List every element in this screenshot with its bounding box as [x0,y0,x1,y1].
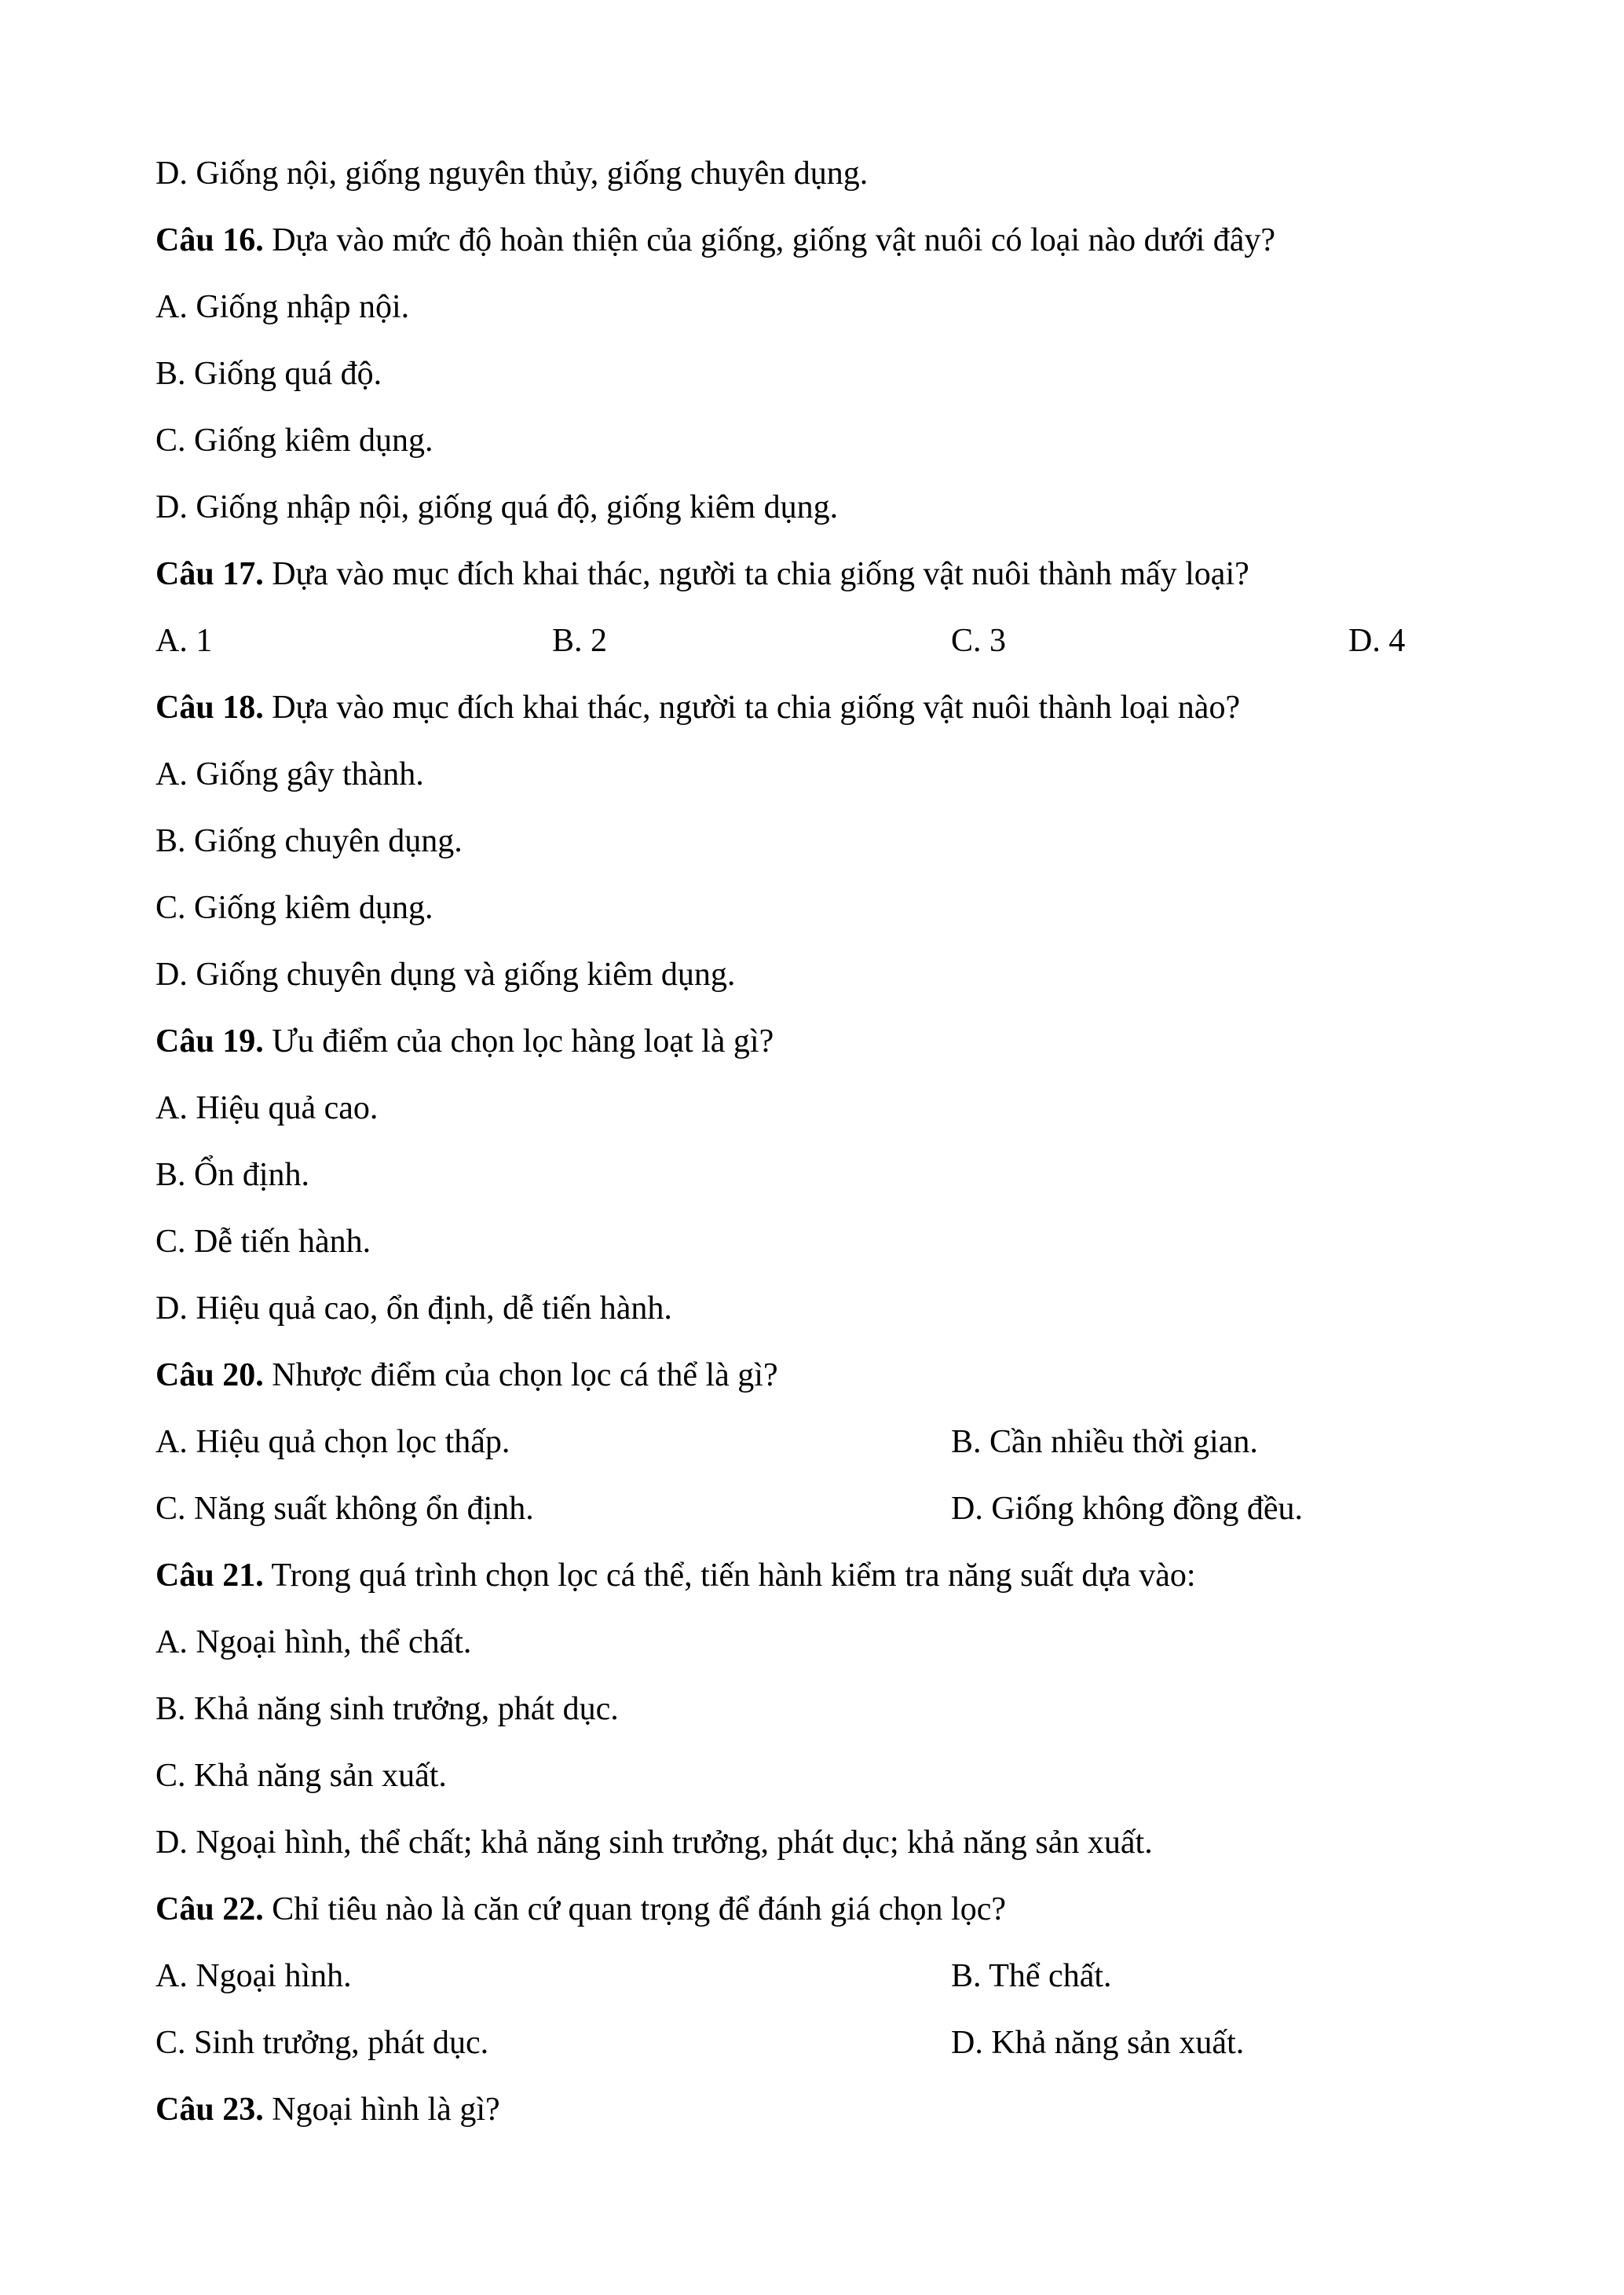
question-line [155,2093,500,2126]
answer-line: B. Ổn định. [155,1157,310,1193]
question-number: Câu 23. [155,2092,264,2128]
answer-line: B. Giống chuyên dụng. [155,823,463,859]
answer-line: A. Giống nhập nội. [155,289,410,325]
answer-line: D. Giống chuyên dụng và giống kiêm dụng. [155,957,736,993]
answer-option: A. 1 [155,623,213,659]
question-number: Câu 21. [155,1557,264,1594]
answer-option: B. 2 [552,623,608,659]
answer-line: C. Khả năng sản xuất. [155,1758,447,1794]
question-line [155,1893,1006,1926]
question-line [155,224,1275,257]
question-text: Dựa vào mục đích khai thác, người ta chia giống vật nuôi thành loại nào? [263,690,1241,726]
answer-line: B. Giống quá độ. [155,356,382,392]
question-text: Dựa vào mức độ hoàn thiện của giống, giống vật nuôi có loại nào dưới đây? [263,222,1276,258]
answer-line: D. Giống nội, giống nguyên thủy, giống chuyên dụng. [155,156,869,192]
answer-option: B. Thể chất. [951,1958,1112,1994]
question-line [155,1559,1196,1592]
question-number: Câu 22. [155,1891,264,1927]
question-line [155,691,1240,724]
question-text: Dựa vào mục đích khai thác, người ta chia giống vật nuôi thành mấy loại? [263,556,1249,592]
question-text: Trong quá trình chọn lọc cá thể, tiến hành kiểm tra năng suất dựa vào: [263,1557,1196,1594]
question-number: Câu 16. [155,222,264,258]
answer-line: D. Ngoại hình, thể chất; khả năng sinh trưởng, phát dục; khả năng sản xuất. [155,1825,1153,1861]
question-number: Câu 19. [155,1023,264,1060]
answer-option: A. Hiệu quả chọn lọc thấp. [155,1424,510,1460]
answer-option: D. Khả năng sản xuất. [951,2025,1245,2061]
question-number: Câu 18. [155,690,264,726]
question-number: Câu 20. [155,1357,264,1393]
answer-line: A. Giống gây thành. [155,756,424,792]
question-line [155,1025,774,1058]
question-line [155,1359,778,1392]
answer-line: B. Khả năng sinh trưởng, phát dục. [155,1691,619,1727]
answer-option: A. Ngoại hình. [155,1958,352,1994]
answer-line: C. Giống kiêm dụng. [155,890,433,926]
question-text: Ngoại hình là gì? [263,2092,500,2128]
answer-line: A. Hiệu quả cao. [155,1090,379,1126]
answer-line: C. Giống kiêm dụng. [155,423,433,459]
answer-option: D. 4 [1348,623,1406,659]
answer-line: D. Hiệu quả cao, ổn định, dễ tiến hành. [155,1290,672,1327]
question-text: Ưu điểm của chọn lọc hàng loạt là gì? [263,1023,774,1060]
question-number: Câu 17. [155,556,264,592]
answer-option: D. Giống không đồng đều. [951,1491,1303,1527]
answer-option: C. 3 [951,623,1007,659]
answer-option: C. Năng suất không ổn định. [155,1491,534,1527]
answer-line: A. Ngoại hình, thể chất. [155,1624,472,1660]
answer-line: C. Dễ tiến hành. [155,1224,371,1260]
question-text: Nhược điểm của chọn lọc cá thể là gì? [263,1357,778,1393]
question-text: Chỉ tiêu nào là căn cứ quan trọng để đánh giá chọn lọc? [263,1891,1006,1927]
question-line [155,558,1249,591]
answer-option: B. Cần nhiều thời gian. [951,1424,1258,1460]
answer-line: D. Giống nhập nội, giống quá độ, giống kiêm dụng. [155,489,839,525]
answer-option: C. Sinh trưởng, phát dục. [155,2025,489,2061]
